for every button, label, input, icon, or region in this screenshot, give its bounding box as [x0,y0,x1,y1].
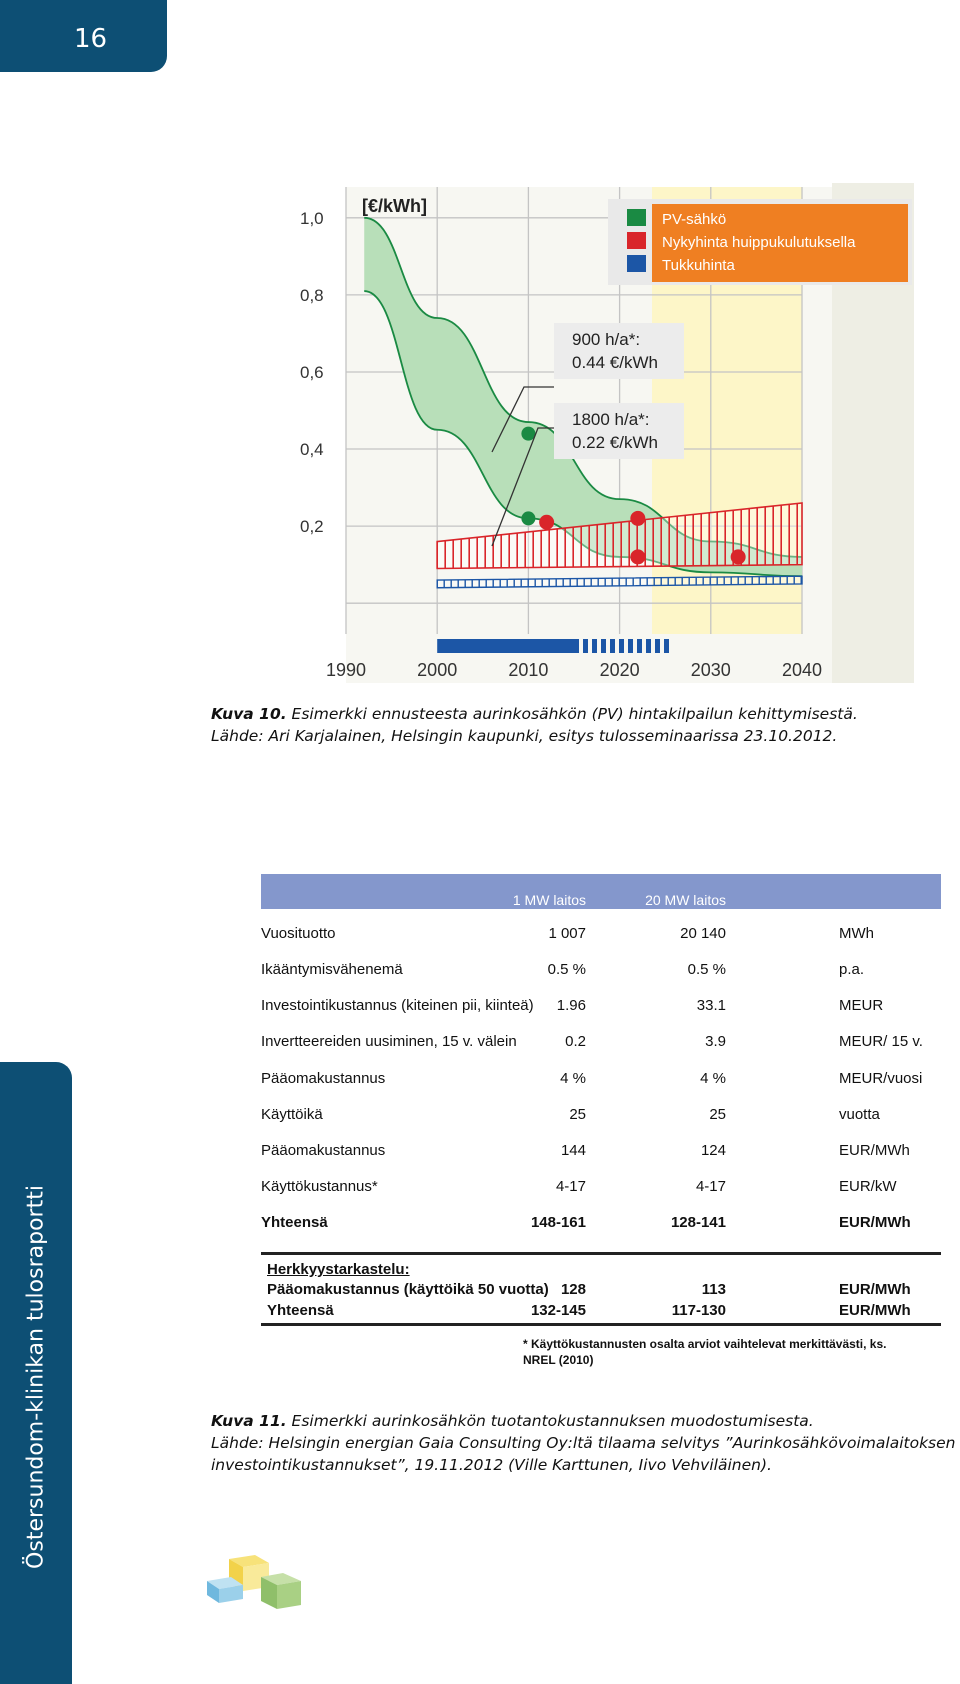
table-row [261,1302,941,1324]
caption-label: Kuva 11. [211,1412,287,1430]
caption-source: Lähde: Ari Karjalainen, Helsingin kaupunki, esitys tulosseminaarissa 23.10.2012. [211,727,838,745]
row-20mw: 20 140 [680,925,726,942]
annotation-line1: 900 h/a*: [572,330,641,349]
row-1mw: 148-161 [530,1214,586,1231]
row-label: Vuosituotto [261,925,336,942]
annotation-900 [554,323,684,379]
row-20mw: 4 % [700,1070,726,1087]
legend-swatch-pv [627,209,646,226]
row-1mw: 1 007 [548,925,586,942]
caption-text: Esimerkki ennusteesta aurinkosähkön (PV) hintakilpailun kehittymisestä. [286,705,858,723]
row-label: Pääomakustannus (käyttöikä 50 vuotta) [267,1281,549,1298]
row-unit: p.a. [839,961,865,978]
cubes-logo [207,1551,307,1611]
y-tick-label: 0,2 [300,517,324,537]
row-unit: MEUR [839,997,884,1014]
x-tick-label: 2010 [508,660,549,680]
pv-point [521,511,535,525]
y-tick-label: 0,4 [300,440,324,460]
row-label: Pääomakustannus [261,1070,386,1087]
legend-label-nyky: Nykyhinta huippukulutuksella [662,234,856,251]
cost-table [261,874,941,1367]
row-20mw: 124 [700,1142,726,1159]
y-axis-label: [€/kWh] [362,196,427,216]
row-unit: EUR/MWh [839,1214,911,1231]
row-1mw: 4-17 [555,1178,586,1195]
timeline-bar-dash [637,639,642,653]
nyky-point [539,515,554,530]
caption-source-cont: investointikustannukset”, 19.11.2012 (Ville Karttunen, Iivo Vehviläinen). [211,1456,772,1474]
row-unit: MWh [839,925,874,942]
figure-caption-11 [211,1410,955,1476]
timeline-bar-dash [592,639,597,653]
x-tick-label: 2040 [781,660,823,680]
row-label: Käyttöikä [261,1106,323,1123]
sensitivity-title: Herkkyystarkastelu: [267,1261,410,1278]
table-header [261,874,941,909]
table-row [261,1281,941,1303]
table-row [261,1070,941,1092]
timeline-bar-solid [437,639,574,653]
row-1mw: 0.2 [565,1033,586,1050]
nyky-point [731,549,746,564]
row-label: Investointikustannus (kiteinen pii, kiinteä) [261,997,534,1014]
nyky-point [630,511,645,526]
table-row [261,1178,941,1200]
timeline-bar-dash [628,639,633,653]
row-label: Käyttökustannus* [261,1178,378,1195]
timeline-bar-dash [574,639,579,653]
figure-caption-10 [211,703,858,747]
row-label: Ikääntymisvähenemä [261,961,403,978]
row-20mw: 0.5 % [687,961,726,978]
legend-label-pv: PV-sähkö [662,211,727,228]
table-row [261,1106,941,1128]
x-tick-label: 1990 [325,660,367,680]
caption-source: Lähde: Helsingin energian Gaia Consulting Oy:ltä tilaama selvitys ”Aurinkosähkövoimalaitoksen [211,1434,956,1452]
row-20mw: 33.1 [696,997,726,1014]
table-row [261,997,941,1019]
row-20mw: 4-17 [695,1178,726,1195]
row-1mw: 1.96 [556,997,586,1014]
row-unit: MEUR/vuosi [839,1070,923,1087]
row-1mw: 0.5 % [547,961,586,978]
sensitivity-box [261,1252,941,1326]
y-tick-label: 0,8 [300,285,324,305]
row-unit: vuotta [839,1106,880,1123]
row-unit: EUR/kW [839,1178,897,1195]
row-unit: MEUR/ 15 v. [839,1033,923,1050]
timeline-bar-dash [619,639,624,653]
row-label: Invertteereiden uusiminen, 15 v. välein [261,1033,517,1050]
header-1mw: 1 MW laitos [512,892,586,908]
side-title: Östersundom-klinikan tulosraportti [23,1185,49,1569]
table-footnote [523,1336,886,1368]
row-unit: EUR/MWh [839,1281,911,1298]
table-row [261,961,941,983]
timeline-bar-dash [601,639,606,653]
table-row [261,1214,941,1236]
page-number: 16 [74,24,108,54]
annotation-line2: 0.44 €/kWh [572,353,658,372]
timeline-bar-dash [664,639,669,653]
row-20mw: 3.9 [705,1033,726,1050]
row-20mw: 25 [709,1106,726,1123]
annotation-line2: 0.22 €/kWh [572,433,658,452]
row-unit: EUR/MWh [839,1142,910,1159]
row-1mw: 132-145 [530,1302,586,1319]
row-1mw: 128 [560,1281,586,1298]
legend-swatch-nyky [627,232,646,249]
footnote-line1: * Käyttökustannusten osalta arviot vaihtelevat merkittävästi, ks. [523,1337,887,1351]
row-20mw: 117-130 [671,1302,726,1319]
row-label: Yhteensä [267,1302,334,1319]
row-20mw: 128-141 [670,1214,726,1231]
caption-label: Kuva 10. [211,705,287,723]
legend [608,199,912,285]
row-1mw: 4 % [560,1070,586,1087]
timeline-bar-dash [583,639,588,653]
table-row [261,1033,941,1055]
timeline-bar-dash [646,639,651,653]
footnote-line2: NREL (2010) [523,1353,594,1367]
row-1mw: 25 [569,1106,586,1123]
logo-cube-right [277,1581,301,1609]
y-tick-label: 1,0 [300,208,324,228]
row-label: Yhteensä [261,1214,328,1231]
nyky-point [630,549,645,564]
x-tick-label: 2000 [417,660,458,680]
legend-label-tukku: Tukkuhinta [662,257,735,274]
annotation-line1: 1800 h/a*: [572,410,650,429]
table-row [261,925,941,947]
annotation-1800 [554,403,684,459]
row-20mw: 113 [701,1281,726,1298]
timeline-bar-dash [655,639,660,653]
pv-price-chart [0,0,960,700]
legend-swatch-tukku [627,255,646,272]
caption-text: Esimerkki aurinkosähkön tuotantokustannuksen muodostumisesta. [286,1412,814,1430]
table-row [261,1142,941,1164]
timeline-bar-dash [610,639,615,653]
row-unit: EUR/MWh [839,1302,911,1319]
y-tick-label: 0,6 [300,362,324,382]
header-20mw: 20 MW laitos [645,892,726,908]
row-label: Pääomakustannus [261,1142,386,1159]
x-tick-label: 2020 [599,660,640,680]
row-1mw: 144 [560,1142,586,1159]
x-tick-label: 2030 [690,660,731,680]
